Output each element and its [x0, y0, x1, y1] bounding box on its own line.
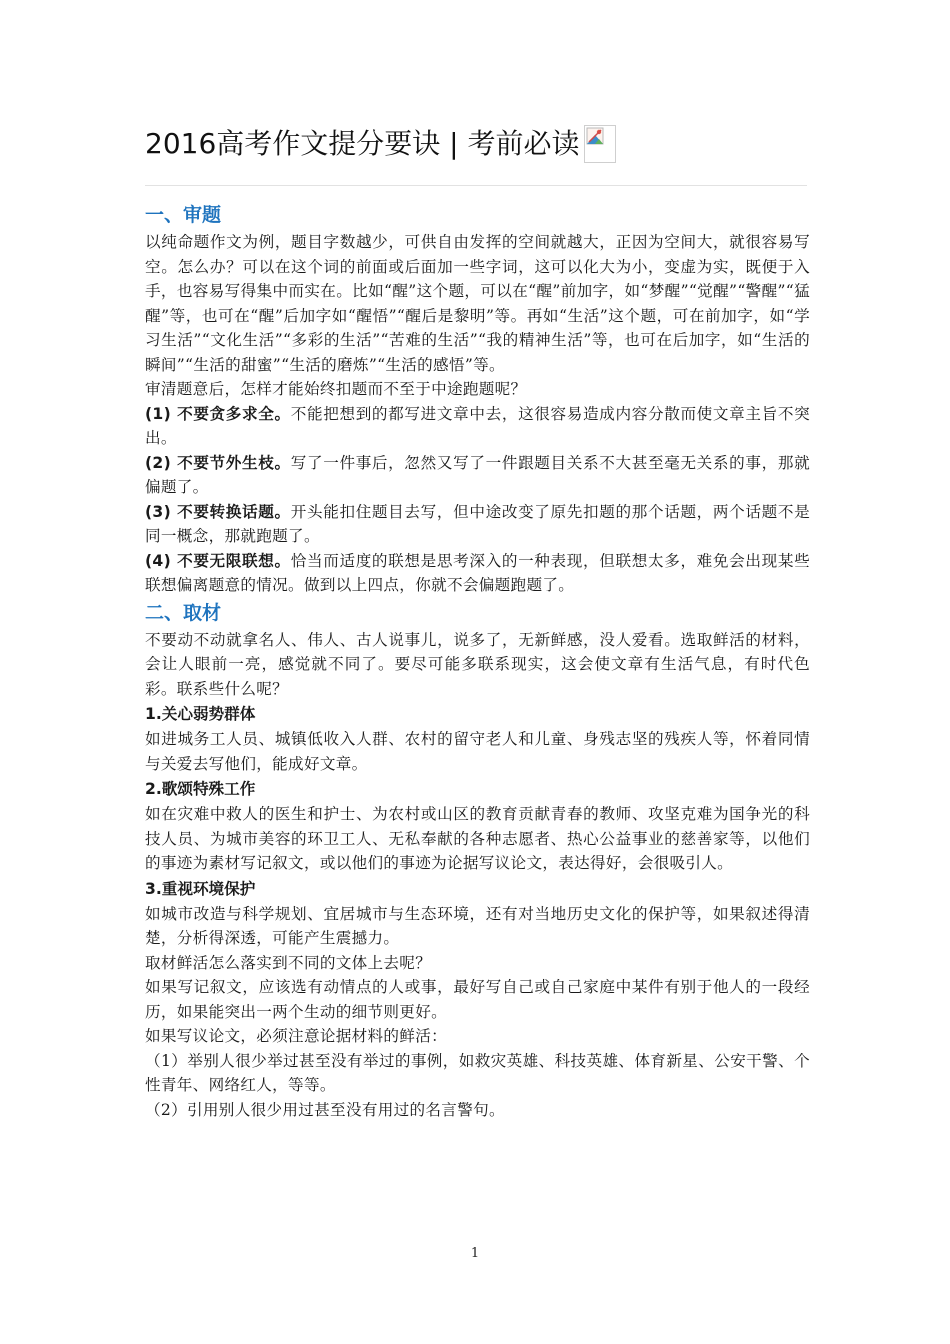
paragraph: 如进城务工人员、城镇低收入人群、农村的留守老人和儿童、身残志坚的残疾人等，怀着同情与关爱去写他们，能成好文章。 — [145, 730, 810, 773]
point-item — [145, 549, 810, 598]
point-item — [145, 402, 810, 451]
point-lead: (1) 不要贪多求全。 — [145, 404, 291, 423]
point-lead: (3) 不要转换话题。 — [145, 502, 291, 521]
point-lead: (4) 不要无限联想。 — [145, 551, 291, 570]
paragraph: 取材鲜活怎么落实到不同的文体上去呢？ — [145, 953, 432, 972]
paragraph: 审清题意后，怎样才能始终扣题而不至于中途跑题呢？ — [145, 380, 527, 398]
paragraph: 如在灾难中救人的医生和护士、为农村或山区的教育贡献青春的教师、攻坚克难为国争光的科技人员、为城市美容的环卫工人、无私奉献的各种志愿者、热心公益事业的慈善家等，以他们的事迹为素材写记叙文，或以他们的事迹为论据写议论文，表达得好，会很吸引人。 — [145, 805, 810, 872]
paragraph: 如城市改造与科学规划、宜居城市与生态环境，还有对当地历史文化的保护等，如果叙述得清楚，分析得深透，可能产生震撼力。 — [145, 904, 810, 947]
point-lead: (2) 不要节外生枝。 — [145, 453, 291, 472]
point-text: 不能把想到的都写进文章中去，这很容易造成内容分散而使文章主旨不突出。 — [145, 404, 810, 447]
section-heading: 二、取材 — [145, 601, 222, 624]
point-text: 开头能扣住题目去写，但中途改变了原先扣题的那个话题，两个话题不是同一概念，那就跑题了。 — [145, 502, 810, 545]
paragraph: （1）举别人很少举过甚至没有举过的事例，如救灾英雄、科技英雄、体育新星、公安干警、个性青年、网络红人，等等。 — [145, 1051, 810, 1094]
paragraph: 如果写议论文，必须注意论据材料的鲜活： — [145, 1027, 447, 1045]
subsection-heading: 1.关心弱势群体 — [145, 705, 256, 723]
paragraph: 不要动不动就拿名人、伟人、古人说事儿，说多了，无新鲜感，没人爱看。选取鲜活的材料，会让人眼前一亮，感觉就不同了。要尽可能多联系现实，这会使文章有生活气息，有时代色彩。联系些什么呢？ — [145, 630, 810, 698]
page-number: 1 — [470, 1246, 480, 1261]
point-text: 写了一件事后，忽然又写了一件跟题目关系不大甚至毫无关系的事，那就偏题了。 — [145, 453, 810, 496]
subsection-heading: 3.重视环境保护 — [145, 879, 256, 898]
title-divider — [145, 185, 807, 186]
point-item — [145, 500, 810, 549]
page-title — [145, 120, 616, 168]
section-heading: 一、审题 — [145, 204, 222, 226]
paragraph: （2）引用别人很少用过甚至没有用过的名言警句。 — [145, 1100, 505, 1119]
paragraph: 如果写记叙文，应该选有动情点的人或事，最好写自己或自己家庭中某件有别于他人的一段经历，如果能突出一两个生动的细节则更好。 — [145, 978, 810, 1021]
article-body — [145, 200, 810, 1122]
point-text: 恰当而适度的联想是思考深入的一种表现，但联想太多，难免会出现某些联想偏离题意的情况。做到以上四点，你就不会偏题跑题了。 — [145, 551, 810, 594]
broken-image-icon — [584, 125, 616, 163]
page-title-text: 2016高考作文提分要诀 | 考前必读 — [145, 127, 580, 160]
subsection-heading: 2.歌颂特殊工作 — [145, 780, 256, 798]
point-item — [145, 451, 810, 500]
paragraph: 以纯命题作文为例，题目字数越少，可供自由发挥的空间就越大，正因为空间大，就很容易写空。怎么办？可以在这个词的前面或后面加一些字词，这可以化大为小，变虚为实，既便于入手，也容易写得集中而实在。比如“醒”这个题，可以在“醒”前加字，如“梦醒”“觉醒”“警醒”“猛醒”等，也可在“醒”后加字如“醒悟”“醒后是黎明”等。再如“生活”这个题，可在前加字，如“学习生活”“文化生活”“多彩的生活”“苦难的生活”“我的精神生活”等，也可在后加字，如“生活的瞬间”“生活的甜蜜”“生活的磨炼”“生活的感悟”等。 — [145, 233, 810, 374]
